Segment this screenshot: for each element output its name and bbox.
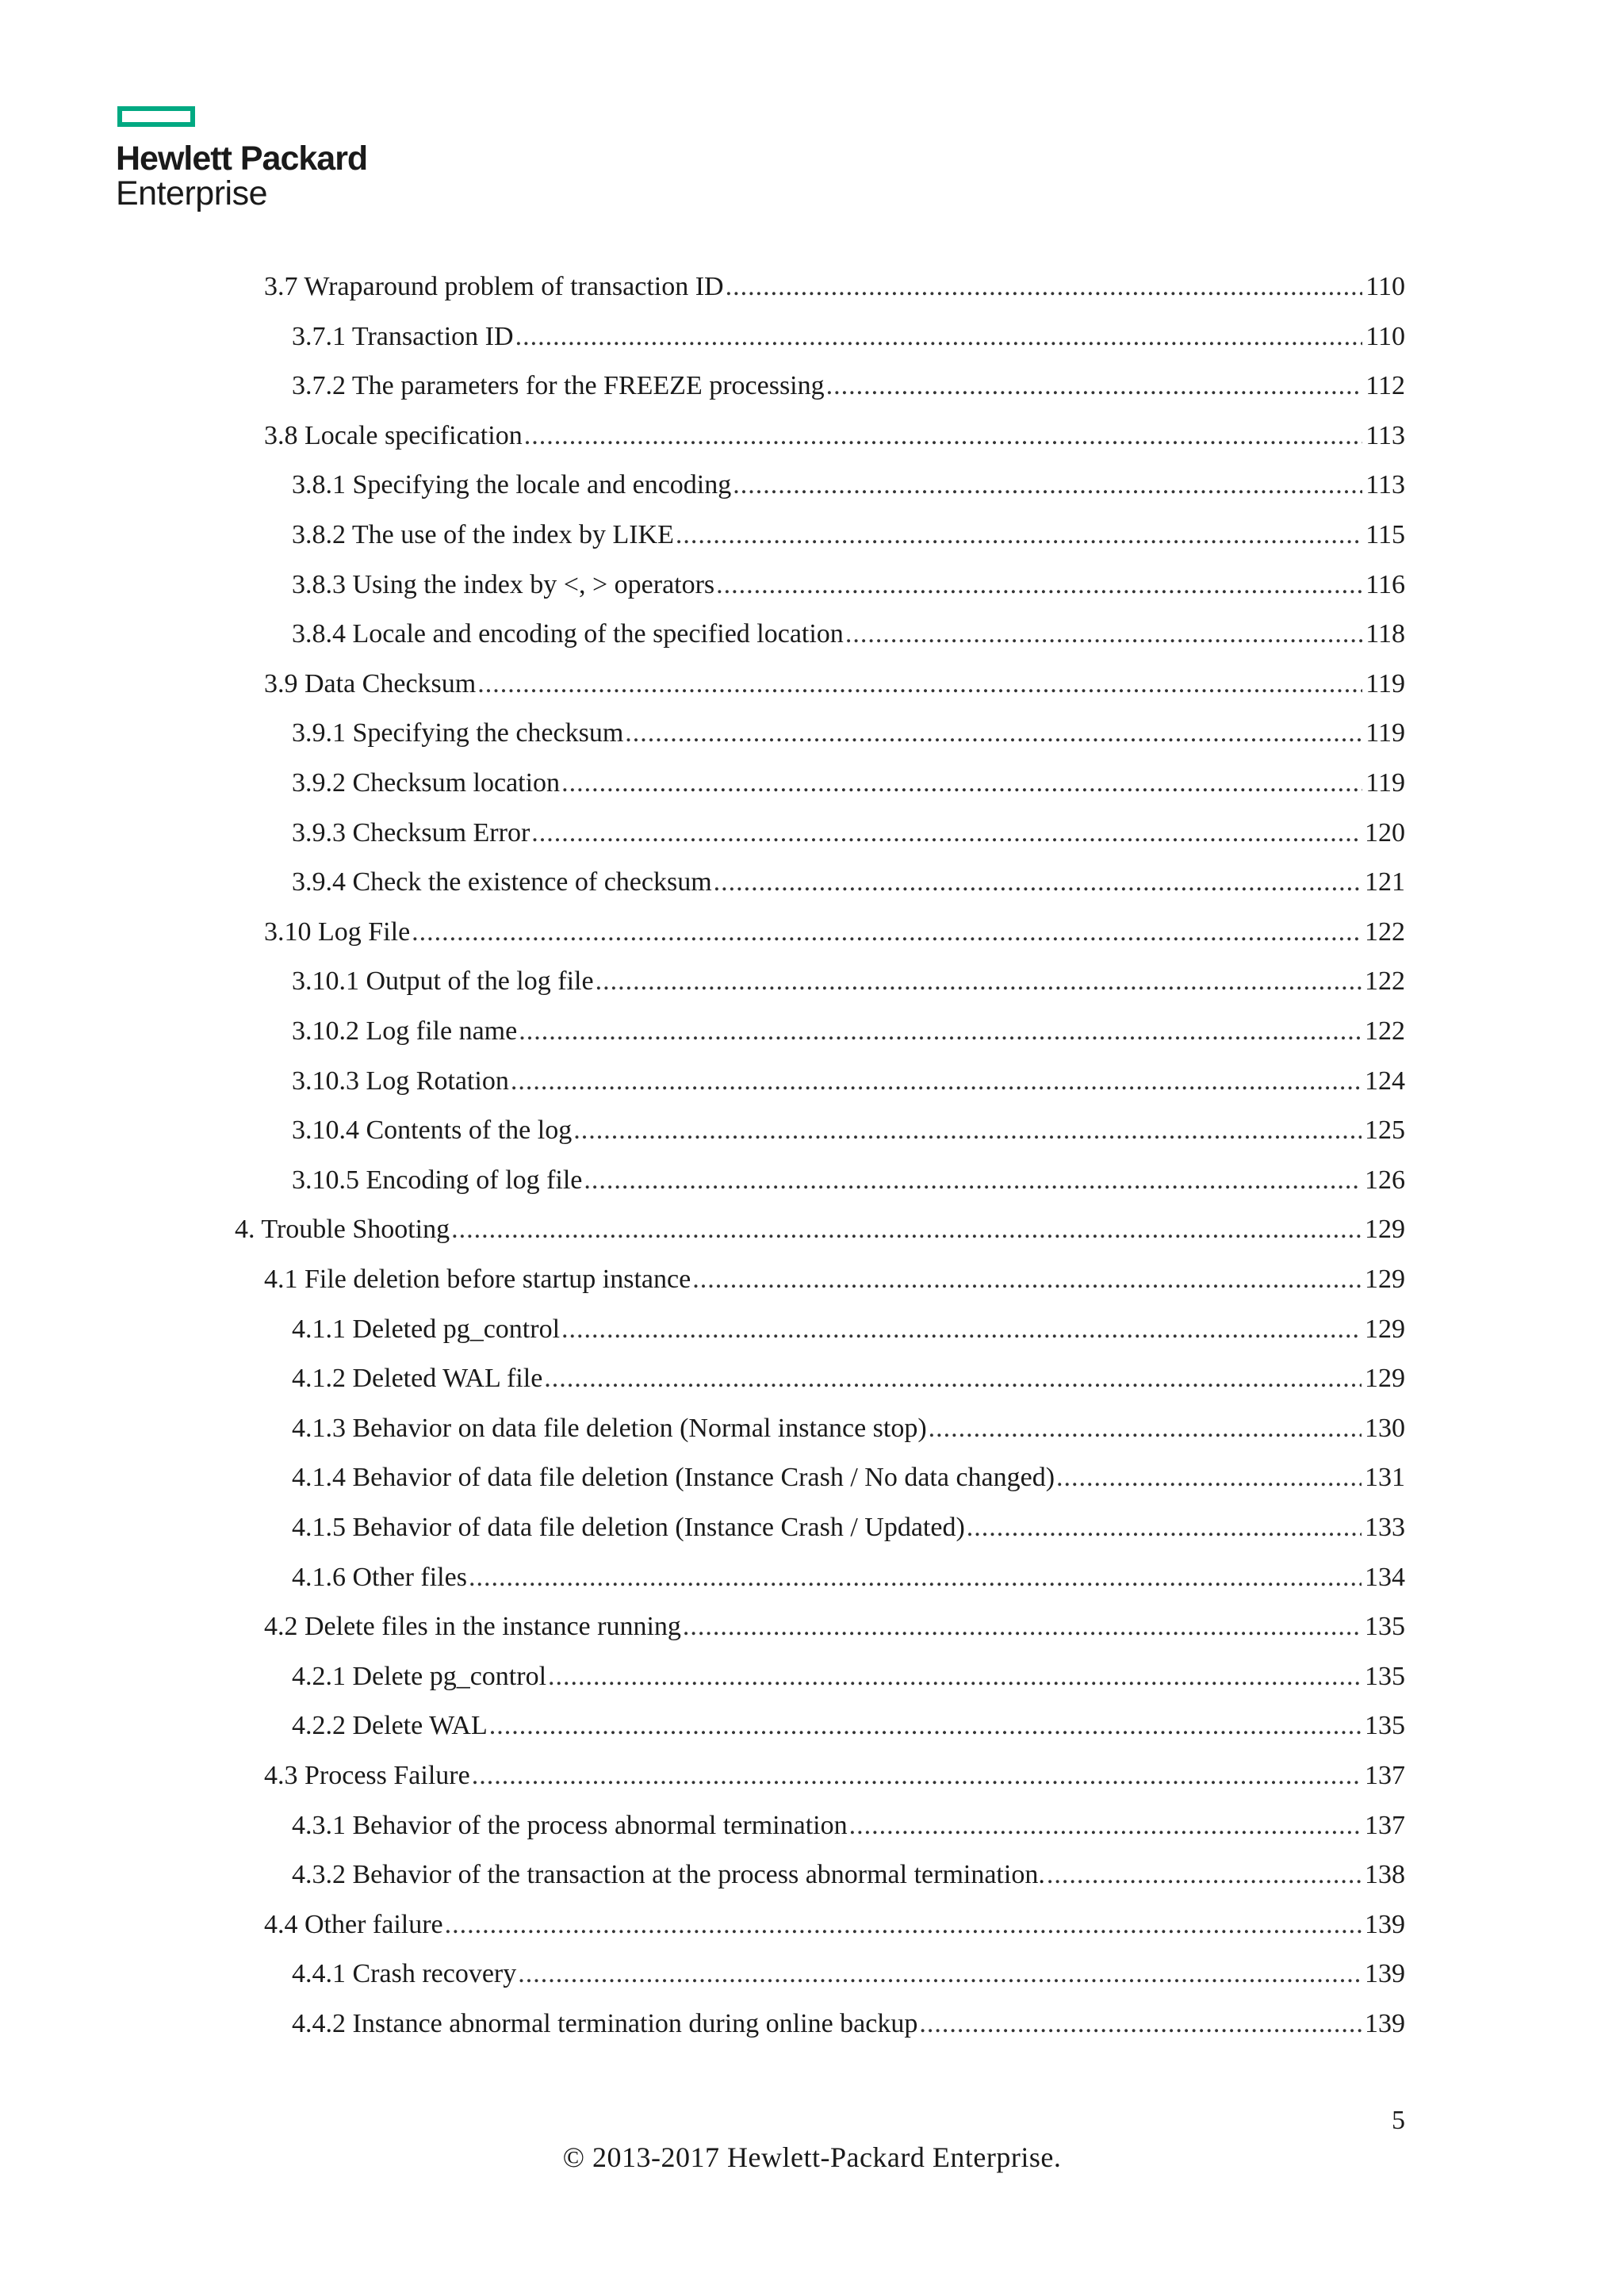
toc-entry-page: 110 — [1365, 321, 1405, 351]
toc-dot-leader — [469, 1563, 1362, 1593]
toc-dot-leader — [683, 1612, 1362, 1642]
toc-entry-page: 126 — [1365, 1165, 1405, 1195]
toc-entry[interactable] — [292, 570, 1405, 619]
toc-entry-page: 125 — [1365, 1115, 1405, 1146]
toc-entry-page: 113 — [1365, 420, 1405, 450]
toc-entry-page: 135 — [1365, 1661, 1405, 1691]
toc-entry-title: 4.4.1 Crash recovery — [292, 1959, 517, 1989]
toc-entry[interactable] — [264, 272, 1405, 321]
toc-dot-leader — [524, 421, 1363, 451]
toc-entry-title: 4.1.6 Other files — [292, 1562, 467, 1592]
toc-entry-page: 137 — [1365, 1810, 1405, 1840]
toc-entry-page: 135 — [1365, 1612, 1405, 1642]
toc-entry-page: 129 — [1365, 1265, 1405, 1294]
toc-entry-title: 4.2.1 Delete pg_control — [292, 1661, 547, 1691]
toc-entry[interactable] — [292, 1513, 1405, 1562]
toc-entry[interactable] — [292, 1711, 1405, 1760]
toc-entry-title: 3.8.1 Specifying the locale and encoding — [292, 470, 732, 500]
toc-dot-leader — [845, 619, 1362, 649]
toc-entry[interactable] — [264, 1265, 1405, 1314]
toc-entry-title: 4. Trouble Shooting — [235, 1215, 450, 1245]
toc-entry-title: 4.3.1 Behavior of the process abnormal termination — [292, 1810, 848, 1840]
toc-entry-title: 3.9 Data Checksum — [264, 668, 477, 698]
toc-entry[interactable] — [292, 2009, 1405, 2058]
toc-entry[interactable] — [292, 1811, 1405, 1860]
toc-entry-title: 3.9.1 Specifying the checksum — [292, 718, 624, 748]
toc-dot-leader — [714, 867, 1362, 897]
toc-entry-page: 134 — [1365, 1562, 1405, 1592]
toc-dot-leader — [445, 1910, 1362, 1940]
toc-dot-leader — [1047, 1860, 1362, 1890]
toc-entry[interactable] — [235, 1215, 1405, 1264]
toc-entry-title: 3.9.3 Checksum Error — [292, 817, 530, 848]
toc-entry[interactable] — [292, 818, 1405, 867]
toc-entry-title: 4.3 Process Failure — [264, 1761, 470, 1790]
toc-dot-leader — [561, 1314, 1362, 1345]
toc-entry-title: 3.7 Wraparound problem of transaction ID — [264, 272, 724, 301]
toc-entry-title: 4.3.2 Behavior of the transaction at the process abnormal termination. — [292, 1860, 1045, 1890]
toc-dot-leader — [733, 470, 1362, 500]
toc-dot-leader — [477, 669, 1362, 699]
toc-dot-leader — [1056, 1463, 1362, 1493]
toc-entry-page: 112 — [1365, 371, 1405, 401]
toc-entry-page: 122 — [1365, 966, 1405, 997]
toc-dot-leader — [692, 1265, 1362, 1295]
hpe-logo-bar — [117, 106, 195, 127]
toc-entry-page: 124 — [1365, 1066, 1405, 1096]
toc-dot-leader — [919, 2009, 1362, 2039]
toc-entry-title: 4.4.2 Instance abnormal termination during online backup — [292, 2009, 918, 2038]
toc-entry[interactable] — [264, 917, 1405, 966]
toc-dot-leader — [726, 272, 1363, 302]
toc-entry-title: 3.10 Log File — [264, 916, 411, 947]
toc-dot-leader — [716, 570, 1362, 600]
toc-dot-leader — [596, 966, 1362, 997]
toc-entry-title: 4.2.2 Delete WAL — [292, 1711, 488, 1741]
toc-entry-title: 3.7.2 The parameters for the FREEZE processing — [292, 371, 825, 401]
toc-entry-title: 3.10.4 Contents of the log — [292, 1115, 573, 1146]
toc-entry-page: 138 — [1365, 1860, 1405, 1890]
toc-entry[interactable] — [292, 768, 1405, 817]
toc-entry[interactable] — [264, 421, 1405, 470]
toc-entry[interactable] — [292, 1563, 1405, 1612]
toc-dot-leader — [826, 371, 1363, 401]
toc-entry-page: 139 — [1365, 2009, 1405, 2038]
toc-entry[interactable] — [292, 1414, 1405, 1463]
toc-entry[interactable] — [292, 1115, 1405, 1165]
toc-entry-page: 135 — [1365, 1711, 1405, 1741]
toc-dot-leader — [625, 718, 1362, 748]
logo-text-line1: Hewlett Packard — [116, 140, 368, 178]
toc-dot-leader — [451, 1215, 1362, 1245]
toc-entry-title: 3.7.1 Transaction ID — [292, 321, 514, 351]
toc-entry[interactable] — [292, 1662, 1405, 1711]
toc-dot-leader — [412, 917, 1362, 947]
toc-entry-title: 3.8.2 The use of the index by LIKE — [292, 520, 674, 549]
toc-entry[interactable] — [292, 1314, 1405, 1364]
toc-entry-page: 133 — [1365, 1513, 1405, 1542]
toc-dot-leader — [849, 1811, 1362, 1841]
toc-entry[interactable] — [292, 1959, 1405, 2008]
toc-entry-title: 3.9.4 Check the existence of checksum — [292, 867, 712, 897]
toc-dot-leader — [561, 768, 1362, 798]
toc-entry[interactable] — [292, 1016, 1405, 1066]
toc-entry-page: 121 — [1365, 867, 1405, 897]
toc-entry-page: 131 — [1365, 1463, 1405, 1493]
toc-entry-page: 139 — [1365, 1959, 1405, 1989]
logo-text-line2: Enterprise — [116, 174, 267, 212]
toc-entry-page: 122 — [1365, 916, 1405, 947]
toc-entry[interactable] — [292, 322, 1405, 371]
toc-entry-page: 129 — [1365, 1215, 1405, 1245]
toc-entry[interactable] — [292, 520, 1405, 569]
toc-dot-leader — [573, 1115, 1362, 1146]
toc-entry[interactable] — [292, 718, 1405, 767]
toc-dot-leader — [676, 520, 1362, 550]
toc-dot-leader — [531, 818, 1362, 848]
toc-entry-title: 4.1.1 Deleted pg_control — [292, 1314, 561, 1344]
copyright-notice: © 2013-2017 Hewlett-Packard Enterprise. — [562, 2141, 1062, 2173]
toc-entry[interactable] — [264, 1612, 1405, 1661]
toc-dot-leader — [584, 1165, 1362, 1196]
toc-entry-title: 4.1.4 Behavior of data file deletion (Instance Crash / No data changed) — [292, 1463, 1055, 1493]
toc-entry-title: 3.9.2 Checksum location — [292, 768, 561, 798]
toc-entry-title: 3.10.5 Encoding of log file — [292, 1165, 583, 1195]
toc-entry[interactable] — [292, 470, 1405, 519]
toc-entry-title: 4.2 Delete files in the instance running — [264, 1612, 681, 1642]
toc-dot-leader — [515, 322, 1363, 352]
toc-entry-title: 4.4 Other failure — [264, 1909, 443, 1939]
toc-entry[interactable] — [264, 1761, 1405, 1810]
toc-entry[interactable] — [292, 1165, 1405, 1215]
toc-dot-leader — [472, 1761, 1362, 1791]
toc-entry[interactable] — [292, 619, 1405, 668]
toc-entry-title: 3.8.3 Using the index by <, > operators — [292, 569, 715, 599]
page-number: 5 — [1392, 2106, 1405, 2135]
toc-entry-title: 4.1.2 Deleted WAL file — [292, 1364, 543, 1394]
toc-entry[interactable] — [292, 966, 1405, 1016]
toc-dot-leader — [489, 1711, 1362, 1741]
toc-entry[interactable] — [292, 1463, 1405, 1512]
toc-entry-page: 116 — [1365, 569, 1405, 599]
toc-entry-page: 119 — [1365, 718, 1405, 748]
toc-entry-page: 129 — [1365, 1314, 1405, 1344]
toc-dot-leader — [518, 1959, 1362, 1989]
toc-entry-page: 115 — [1365, 520, 1405, 549]
hpe-logo — [116, 106, 370, 217]
toc-entry[interactable] — [264, 669, 1405, 718]
toc-dot-leader — [929, 1414, 1362, 1444]
toc-entry-page: 129 — [1365, 1364, 1405, 1394]
toc-entry-page: 119 — [1365, 768, 1405, 798]
toc-entry-title: 3.8.4 Locale and encoding of the specified location — [292, 619, 844, 649]
toc-entry[interactable] — [292, 1364, 1405, 1413]
toc-entry-title: 4.1.3 Behavior on data file deletion (Normal instance stop) — [292, 1413, 927, 1443]
toc-entry-page: 119 — [1365, 668, 1405, 698]
toc-entry[interactable] — [292, 867, 1405, 916]
toc-entry-page: 130 — [1365, 1413, 1405, 1443]
toc-dot-leader — [967, 1513, 1362, 1543]
toc-entry-page: 122 — [1365, 1016, 1405, 1046]
toc-entry-title: 4.1 File deletion before startup instance — [264, 1265, 691, 1294]
toc-dot-leader — [511, 1066, 1362, 1096]
toc-entry-title: 4.1.5 Behavior of data file deletion (Instance Crash / Updated) — [292, 1513, 965, 1542]
toc-entry-title: 3.10.1 Output of the log file — [292, 966, 594, 997]
toc-dot-leader — [544, 1364, 1362, 1394]
toc-entry[interactable] — [292, 1066, 1405, 1115]
toc-entry-page: 118 — [1365, 619, 1405, 649]
toc-entry-title: 3.10.3 Log Rotation — [292, 1066, 509, 1096]
toc-entry-page: 139 — [1365, 1909, 1405, 1939]
toc-entry-page: 113 — [1365, 470, 1405, 500]
toc-entry-page: 120 — [1365, 817, 1405, 848]
toc-entry-title: 3.10.2 Log file name — [292, 1016, 518, 1046]
toc-entry-page: 137 — [1365, 1761, 1405, 1790]
toc-entry-page: 110 — [1365, 272, 1405, 301]
toc-dot-leader — [519, 1016, 1362, 1047]
toc-entry[interactable] — [292, 371, 1405, 420]
toc-dot-leader — [548, 1662, 1362, 1692]
toc-entry[interactable] — [292, 1860, 1405, 1909]
toc-entry-title: 3.8 Locale specification — [264, 420, 523, 450]
toc-entry[interactable] — [264, 1910, 1405, 1959]
